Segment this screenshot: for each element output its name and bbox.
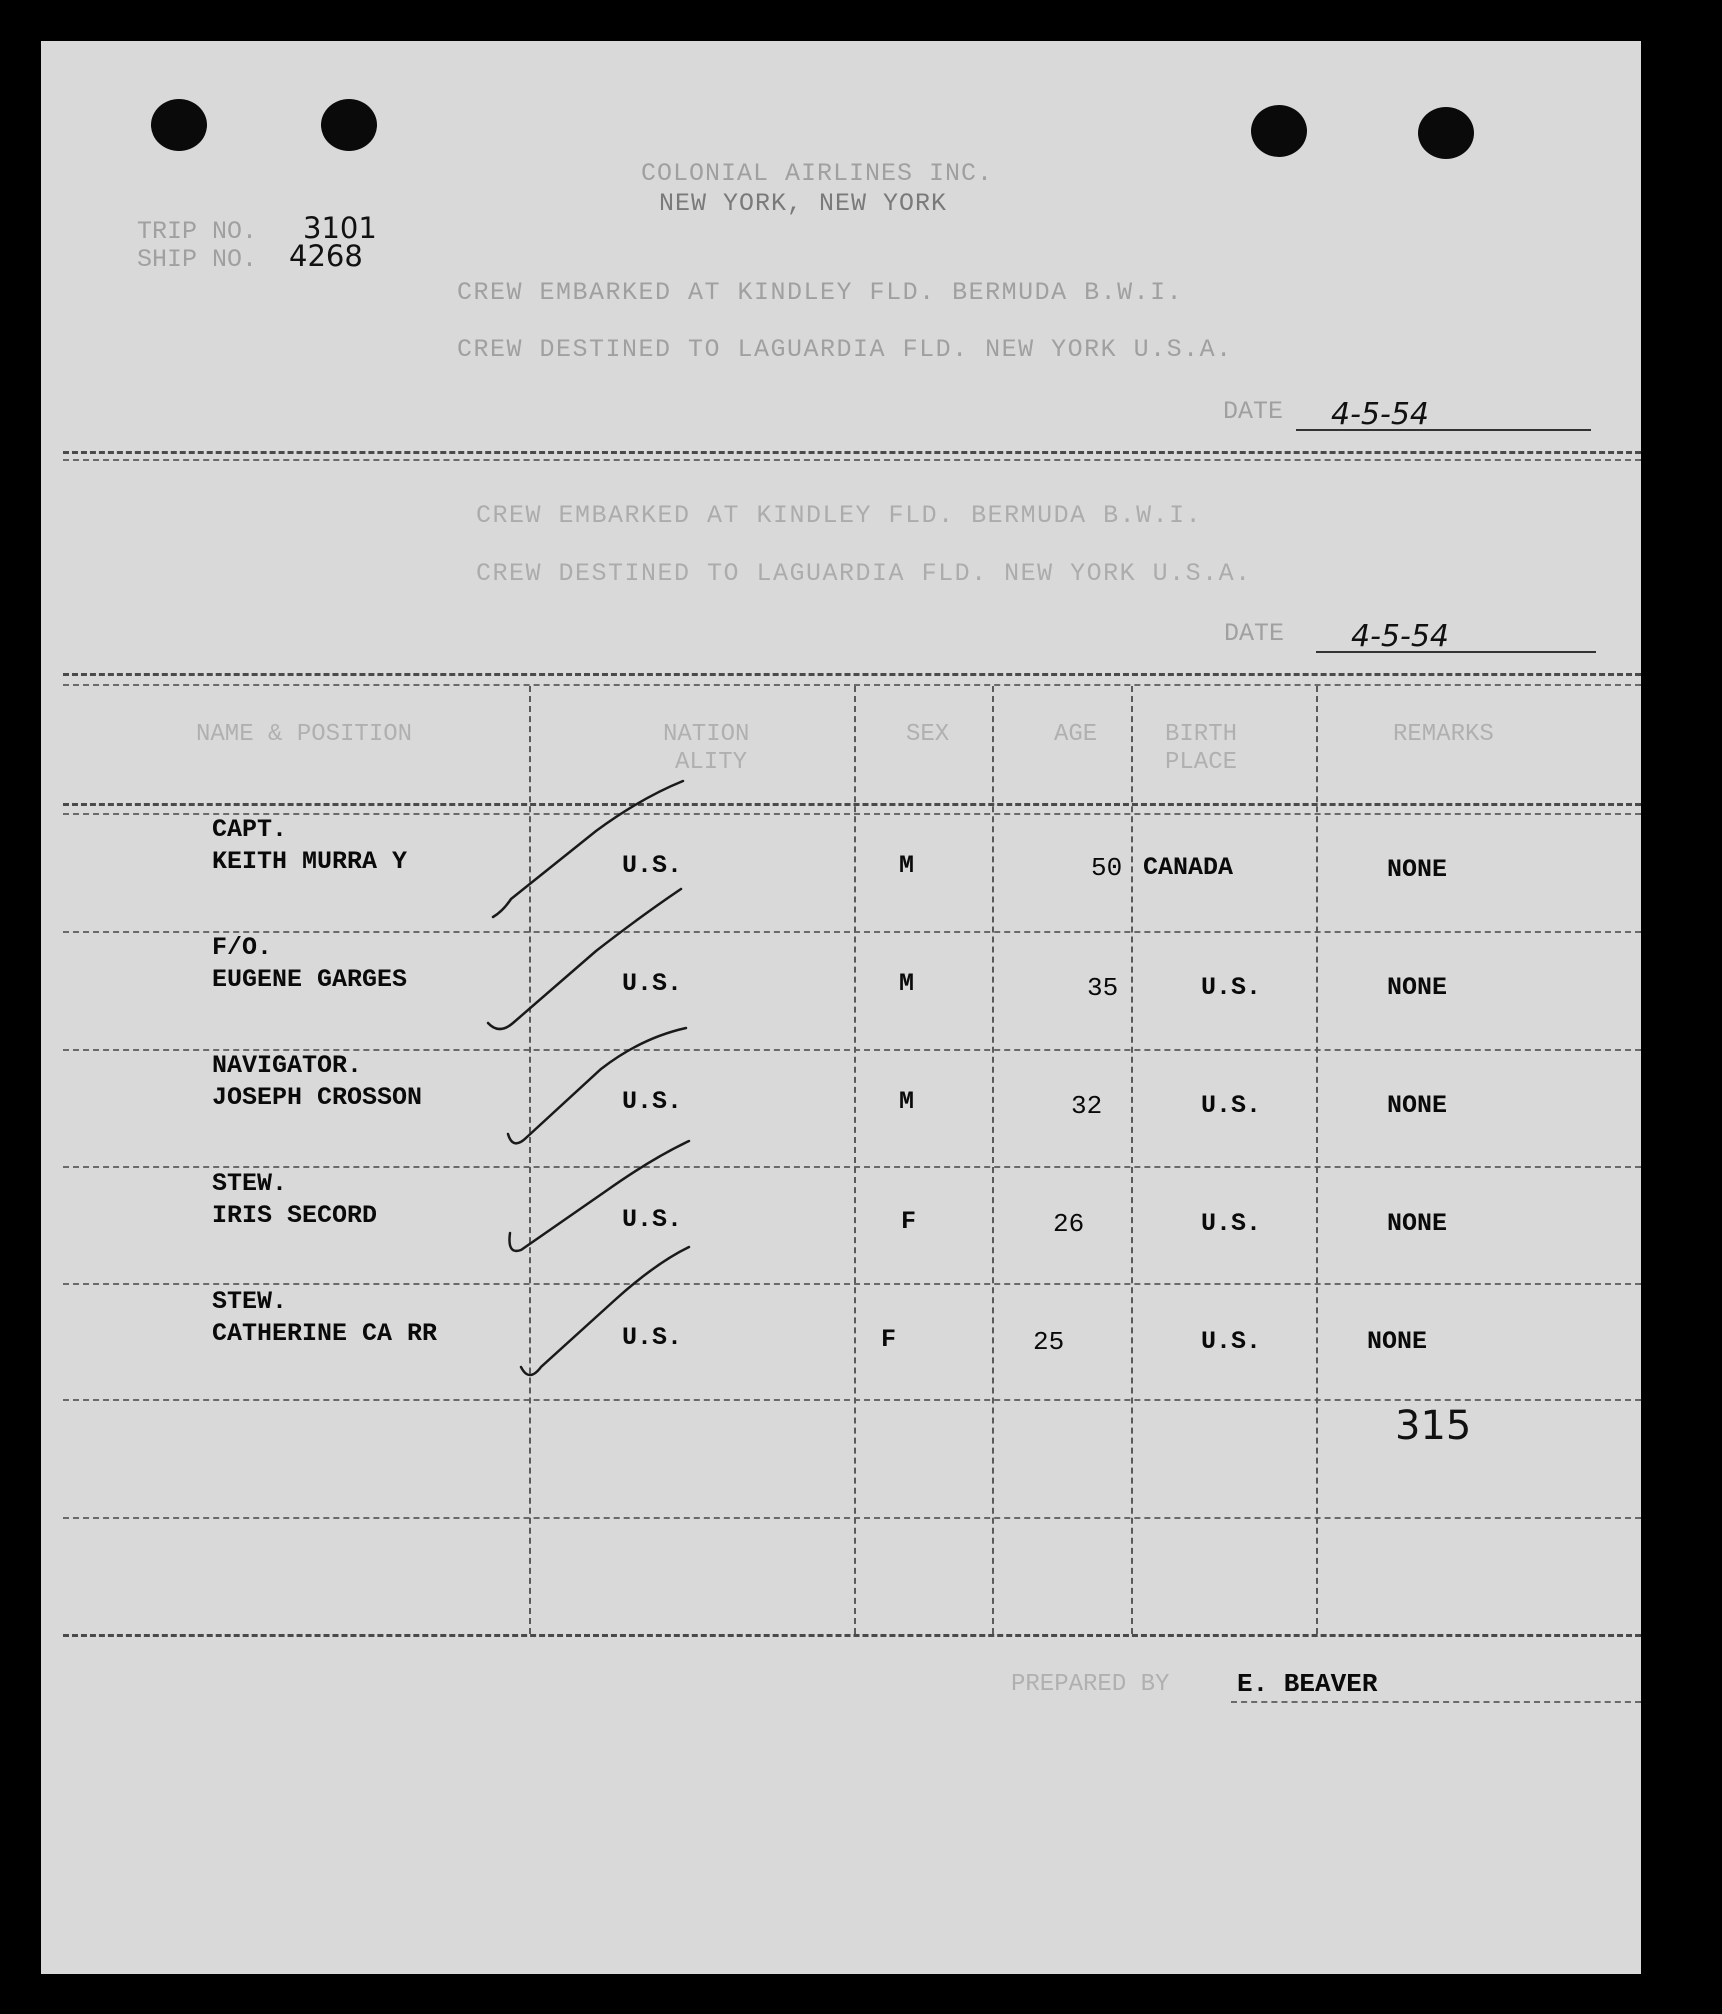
row-name: EUGENE GARGES bbox=[212, 965, 408, 994]
row-position: F/O. bbox=[212, 933, 273, 962]
header-name-position: NAME & POSITION bbox=[196, 721, 413, 748]
header-sex: SEX bbox=[906, 721, 950, 748]
date-2: 4-5-54 bbox=[1351, 619, 1449, 654]
checkmark-icon bbox=[509, 1141, 689, 1251]
company-city: NEW YORK, NEW YORK bbox=[659, 189, 948, 218]
row-nationality: U.S. bbox=[622, 1323, 683, 1352]
page-number: 315 bbox=[1395, 1403, 1472, 1449]
destined-line-1: CREW DESTINED TO LAGUARDIA FLD. NEW YORK U.S.A. bbox=[457, 335, 1233, 364]
row-birthplace: U.S. bbox=[1201, 1091, 1262, 1120]
destined-line-2: CREW DESTINED TO LAGUARDIA FLD. NEW YORK U.S.A. bbox=[476, 559, 1252, 588]
row-name: KEITH MURRA Y bbox=[212, 847, 408, 876]
header-age: AGE bbox=[1054, 721, 1098, 748]
header-remarks: REMARKS bbox=[1393, 721, 1494, 748]
ship-number: 4268 bbox=[289, 239, 363, 273]
checkmark-icon bbox=[508, 1028, 686, 1143]
row-sex: M bbox=[899, 1087, 915, 1116]
prepared-by-name: E. BEAVER bbox=[1237, 1669, 1378, 1699]
header-birthplace-2: PLACE bbox=[1165, 749, 1238, 776]
row-birthplace: U.S. bbox=[1201, 1327, 1262, 1356]
header-nationality-1: NATION bbox=[663, 721, 750, 748]
footer-rule bbox=[1231, 1701, 1641, 1703]
checkmark-icon bbox=[488, 889, 681, 1029]
row-position: STEW. bbox=[212, 1287, 288, 1316]
row-nationality: U.S. bbox=[622, 851, 683, 880]
document-page bbox=[41, 41, 1641, 1974]
row-name: CATHERINE CA RR bbox=[212, 1319, 438, 1348]
row-position: NAVIGATOR. bbox=[212, 1051, 363, 1080]
row-age: 35 bbox=[1087, 973, 1119, 1003]
row-age: 32 bbox=[1071, 1091, 1103, 1121]
date-1: 4-5-54 bbox=[1331, 397, 1429, 432]
checkmark-icon bbox=[521, 1247, 689, 1375]
company-name: COLONIAL AIRLINES INC. bbox=[641, 159, 994, 188]
row-nationality: U.S. bbox=[622, 1205, 683, 1234]
row-name: IRIS SECORD bbox=[212, 1201, 378, 1230]
row-nationality: U.S. bbox=[622, 1087, 683, 1116]
row-sex: F bbox=[881, 1325, 897, 1354]
trip-number: 3101 bbox=[303, 211, 377, 245]
checkmark-icon bbox=[493, 781, 683, 917]
date-label-1: DATE bbox=[1223, 397, 1284, 426]
checkmark-layer bbox=[41, 41, 1641, 1974]
row-birthplace: U.S. bbox=[1201, 973, 1262, 1002]
row-remarks: NONE bbox=[1367, 1327, 1428, 1356]
row-remarks: NONE bbox=[1387, 973, 1448, 1002]
row-sex: F bbox=[901, 1207, 917, 1236]
row-birthplace: CANADA bbox=[1143, 853, 1234, 882]
ship-label: SHIP NO. bbox=[137, 245, 258, 274]
trip-label: TRIP NO. bbox=[137, 217, 258, 246]
row-sex: M bbox=[899, 969, 915, 998]
prepared-by-label: PREPARED BY bbox=[1011, 1671, 1170, 1698]
row-age: 25 bbox=[1033, 1327, 1065, 1357]
row-birthplace: U.S. bbox=[1201, 1209, 1262, 1238]
row-remarks: NONE bbox=[1387, 855, 1448, 884]
row-remarks: NONE bbox=[1387, 1091, 1448, 1120]
row-remarks: NONE bbox=[1387, 1209, 1448, 1238]
header-birthplace-1: BIRTH bbox=[1165, 721, 1238, 748]
row-position: CAPT. bbox=[212, 815, 288, 844]
embarked-line-2: CREW EMBARKED AT KINDLEY FLD. BERMUDA B.W.I. bbox=[476, 501, 1203, 530]
row-position: STEW. bbox=[212, 1169, 288, 1198]
header-nationality-2: ALITY bbox=[675, 749, 748, 776]
date-label-2: DATE bbox=[1224, 619, 1285, 648]
row-age: 50 bbox=[1091, 853, 1123, 883]
row-sex: M bbox=[899, 851, 915, 880]
embarked-line-1: CREW EMBARKED AT KINDLEY FLD. BERMUDA B.W.I. bbox=[457, 278, 1184, 307]
row-name: JOSEPH CROSSON bbox=[212, 1083, 423, 1112]
row-nationality: U.S. bbox=[622, 969, 683, 998]
row-age: 26 bbox=[1053, 1209, 1085, 1239]
